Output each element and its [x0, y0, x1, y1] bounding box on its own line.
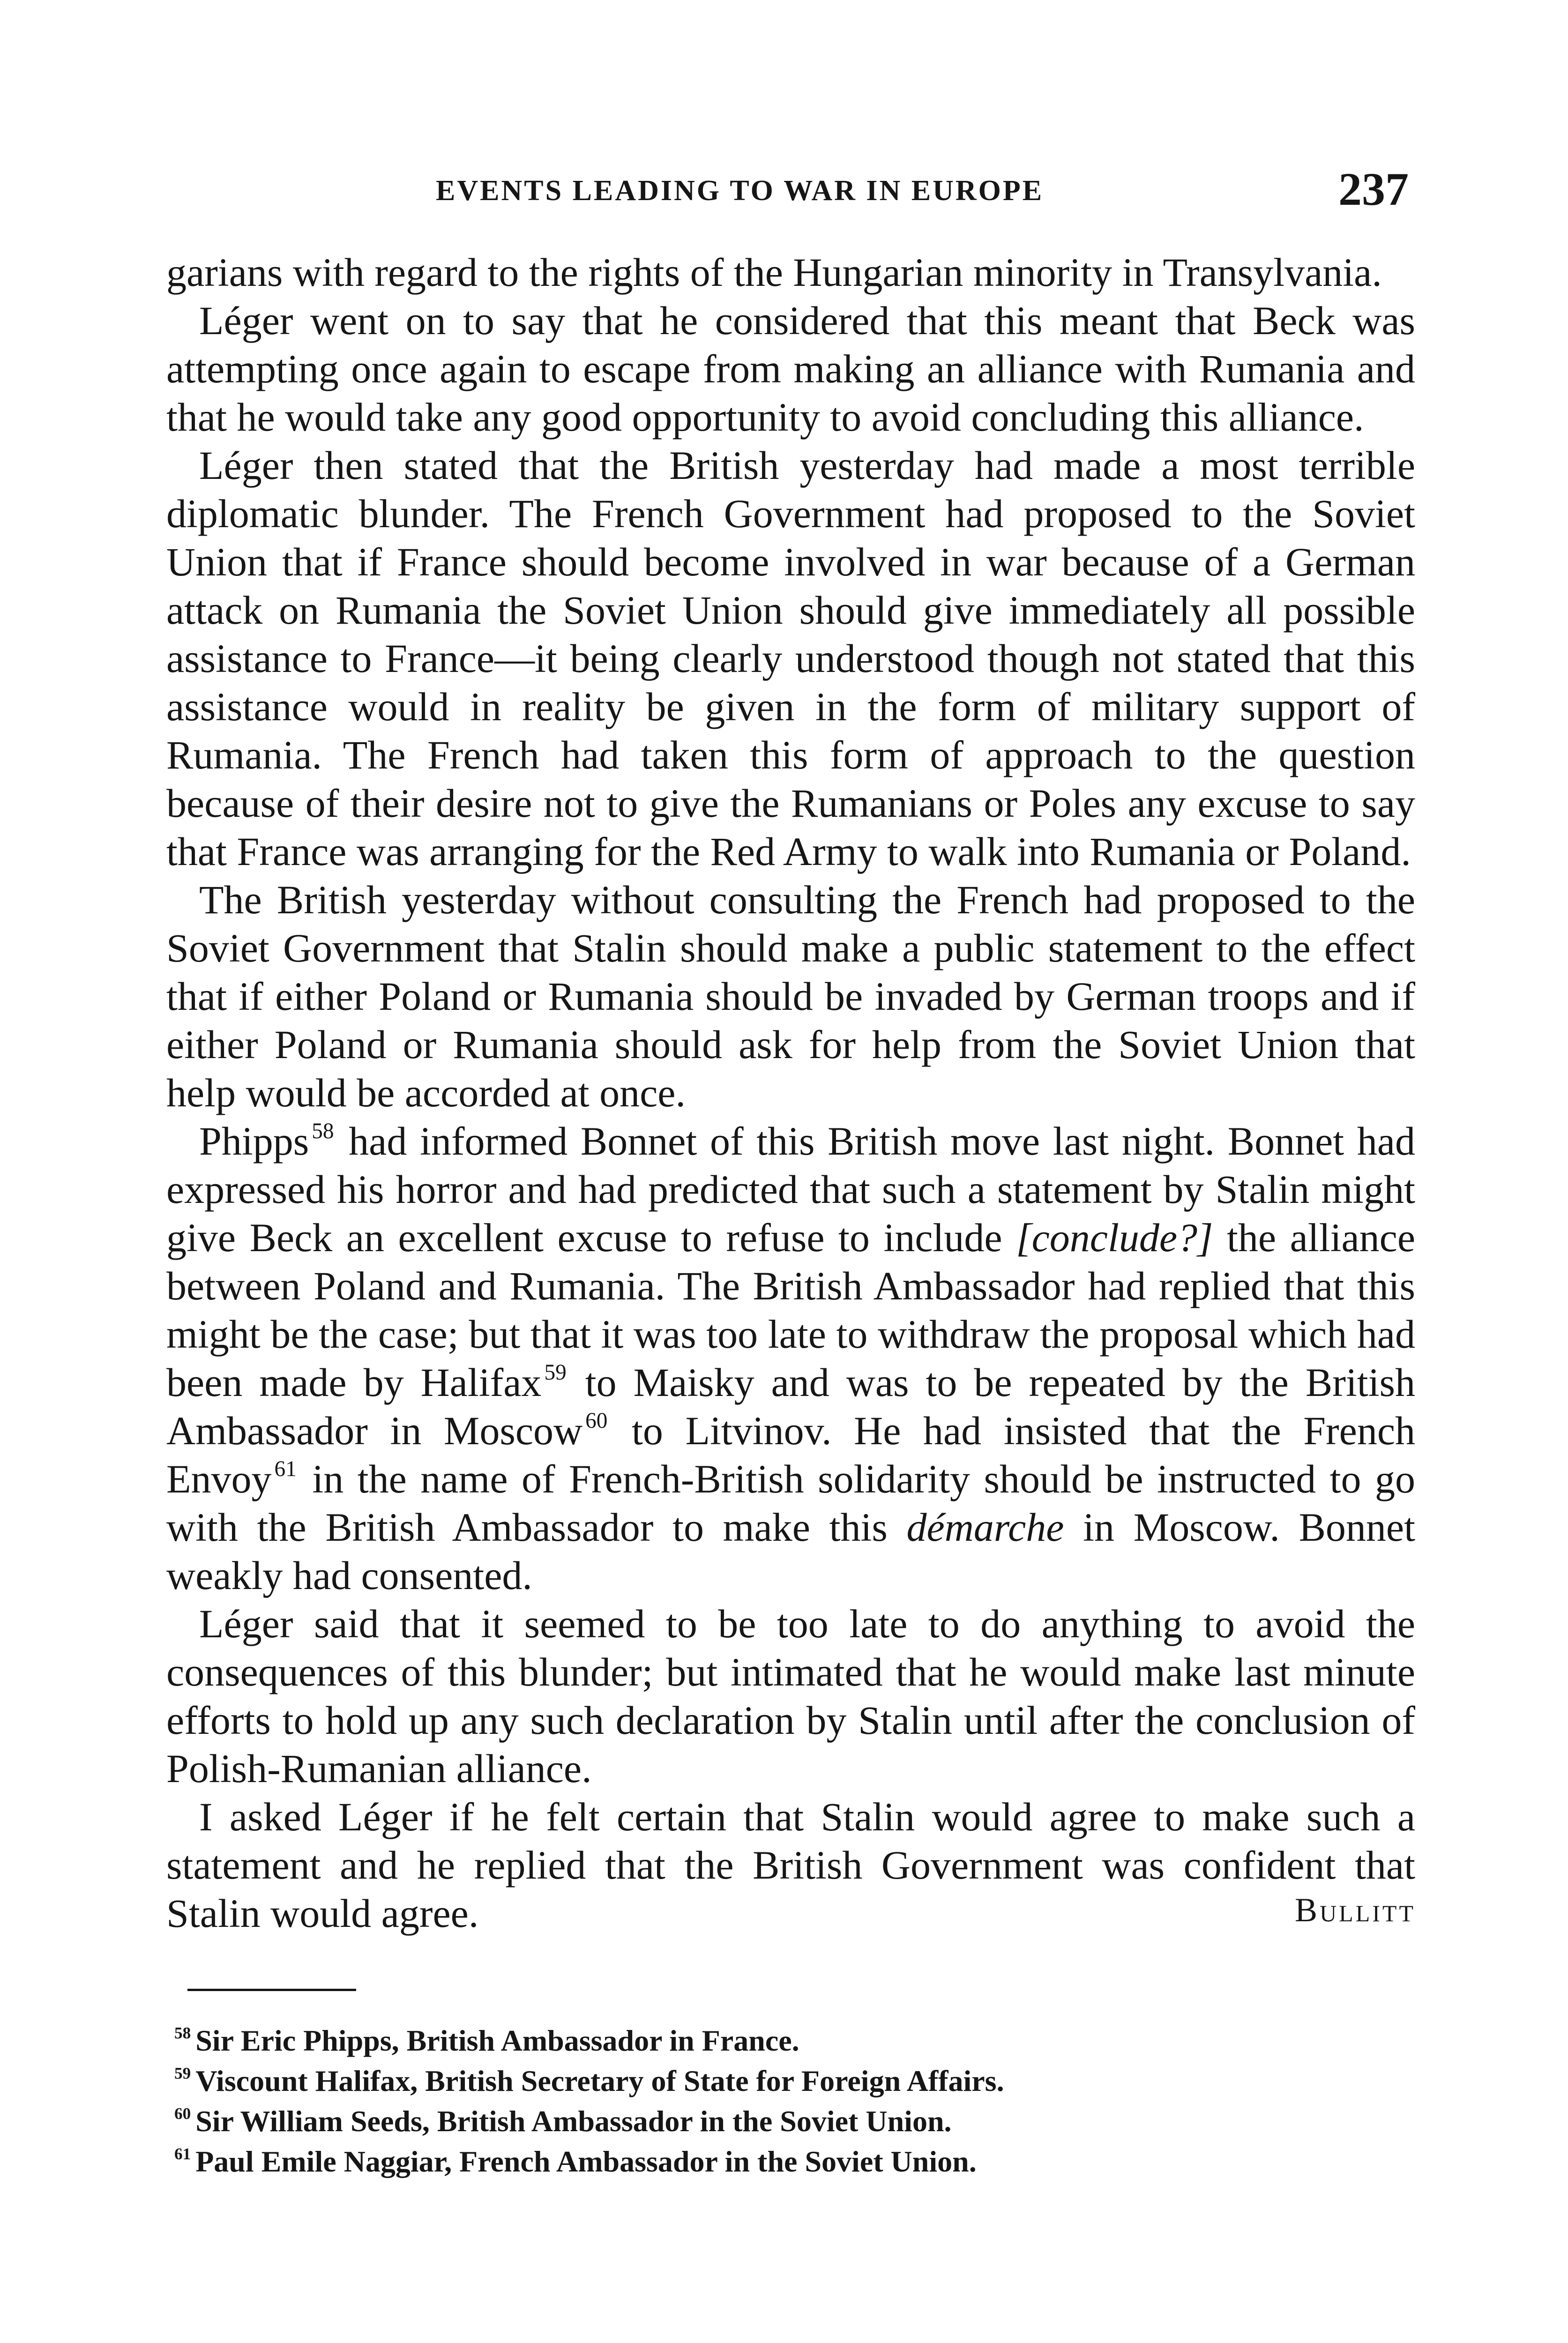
signature: Bullitt — [1295, 1891, 1416, 1929]
footnote-58 — [174, 2021, 1004, 2061]
footnote-number: 58 — [174, 2023, 191, 2042]
paragraph-5-text-5: to Litvinov. He had insisted that the French Envoy — [166, 1408, 1415, 1501]
footnote-ref-60: 60 — [585, 1408, 608, 1433]
footnote-number: 60 — [174, 2104, 191, 2123]
paragraph-2: Léger went on to say that he considered that this meant that Beck was attempting once again to escape from making an alliance with Rumania and that he would take any good opportunity to avoid concluding this alliance. — [166, 298, 1415, 440]
footnote-ref-59: 59 — [544, 1360, 567, 1385]
footnote-59 — [174, 2061, 1004, 2101]
paragraph-5-text-2: had informed Bonnet of this British move last night. Bonnet had expressed his horror and had predicted that such a statement by Stalin might give Beck an excellent excuse to refuse to include — [166, 1119, 1415, 1260]
paragraph-5-text-1: Phipps — [199, 1119, 309, 1164]
paragraph-1: garians with regard to the rights of the Hungarian minority in Transylvania. — [166, 250, 1382, 295]
paragraph-6: Léger said that it seemed to be too late to do anything to avoid the consequences of this blunder; but intimated that he would make last minute efforts to hold up any such declaration by Stalin until after the conclusion of Polish-Rumanian alliance. — [166, 1601, 1415, 1791]
footnote-text: Sir Eric Phipps, British Ambassador in France. — [195, 2024, 799, 2057]
paragraph-5-text-7: in Moscow. Bonnet weakly had consented. — [166, 1505, 1415, 1598]
footnote-number: 59 — [174, 2064, 191, 2082]
paragraph-5-text-3: the alliance between Poland and Rumania. The British Ambassador had replied that this might be the case; but that it was too late to withdraw the proposal which had been made by Halifax — [166, 1215, 1415, 1405]
paragraph-5-text-6: in the name of French-British solidarity should be instructed to go with the British Ambassador to make this — [166, 1456, 1415, 1550]
footnote-text: Sir William Seeds, British Ambassador in the Soviet Union. — [195, 2104, 952, 2138]
paragraph-5-text-4: to Maisky and was to be repeated by the British Ambassador in Moscow — [166, 1360, 1415, 1453]
body-text — [166, 248, 1415, 1938]
footnote-divider — [187, 1989, 356, 1991]
footnote-61 — [174, 2142, 1004, 2182]
paragraph-4: The British yesterday without consulting the French had proposed to the Soviet Government that Stalin should make a public statement to the effect that if either Poland or Rumania should be invaded by German troops and if either Poland or Rumania should ask for help from the Soviet Union that help would be accorded at once. — [166, 877, 1415, 1115]
footnote-text: Viscount Halifax, British Secretary of State for Foreign Affairs. — [195, 2064, 1004, 2097]
footnote-60 — [174, 2101, 1004, 2142]
editorial-insertion: [conclude?] — [1016, 1215, 1213, 1260]
page-number: 237 — [1338, 163, 1409, 215]
footnote-ref-61: 61 — [274, 1456, 297, 1481]
footnote-ref-58: 58 — [312, 1119, 334, 1143]
paragraph-7: I asked Léger if he felt certain that Stalin would agree to make such a statement and he replied that the British Government was confident that Stalin would agree. — [166, 1794, 1415, 1936]
footnote-text: Paul Emile Naggiar, French Ambassador in the Soviet Union. — [195, 2145, 977, 2178]
paragraph-5 — [166, 1117, 1415, 1600]
footnote-number: 61 — [174, 2144, 191, 2163]
running-head: EVENTS LEADING TO WAR IN EUROPE — [436, 175, 1044, 207]
paragraph-3: Léger then stated that the British yesterday had made a most terrible diplomatic blunder. The French Government had proposed to the Soviet Union that if France should become involved in war because of a German attack on Rumania the Soviet Union should give immediately all possible assistance to France—it being clearly understood though not stated that this assistance would in reality be given in the form of military support of Rumania. The French had taken this form of approach to the question because of their desire not to give the Rumanians or Poles any excuse to say that France was arranging for the Red Army to walk into Rumania or Poland. — [166, 443, 1415, 874]
demarche-italic: démarche — [906, 1505, 1064, 1550]
footnotes — [174, 2021, 1004, 2182]
